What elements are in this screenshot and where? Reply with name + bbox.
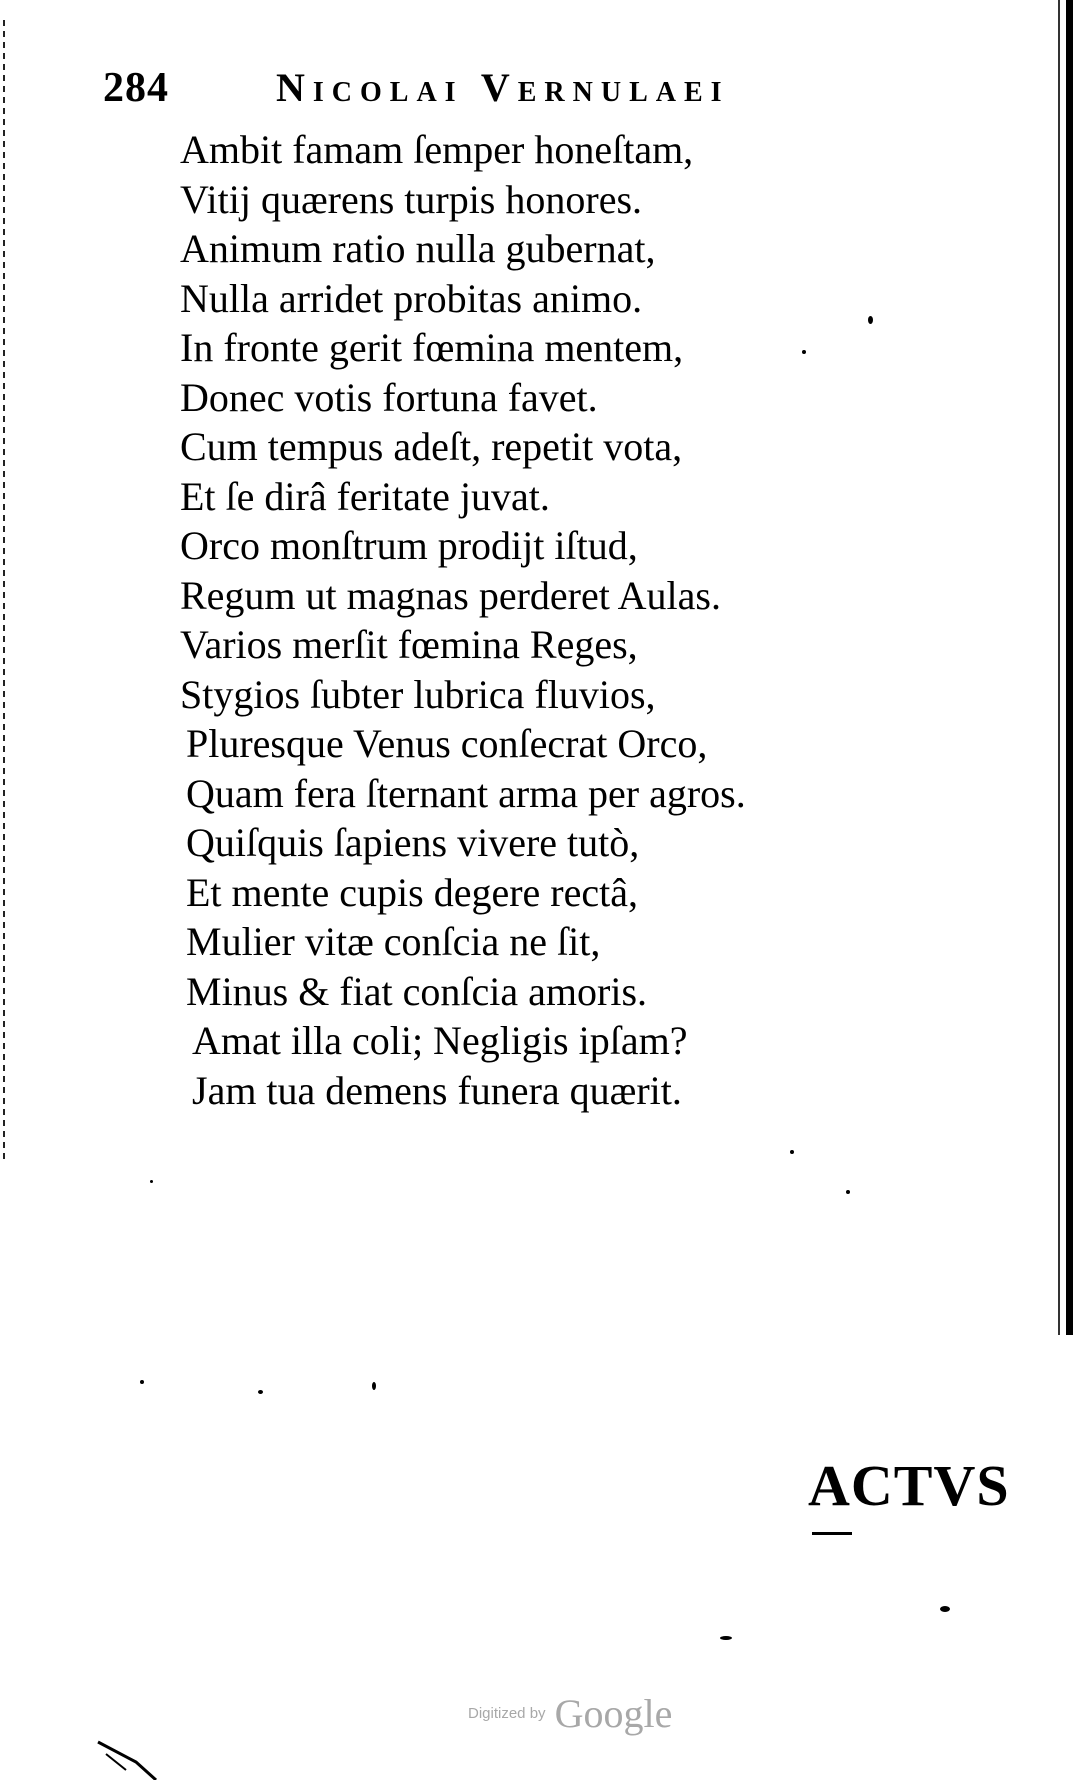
running-title: Nicolai Vernulaei (276, 65, 730, 110)
scan-speck (258, 1390, 263, 1394)
verse-line: Stygios ſubter lubrica fluvios, (180, 671, 656, 717)
verse-line: Donec votis fortuna favet. (180, 374, 598, 420)
verse-line: Orco monſtrum prodijt iſtud, (180, 523, 638, 568)
page-header (103, 64, 883, 114)
verse-line: Ambit famam ſemper honeſtam, (180, 127, 694, 172)
verse-list (180, 125, 860, 1115)
watermark-prefix: Digitized by (468, 1705, 546, 1722)
google-logo-text: Google (554, 1691, 673, 1736)
verse-line: Quiſquis ſapiens vivere tutò, (186, 820, 640, 865)
scan-speck (940, 1606, 950, 1612)
verse-line: Regum ut magnas perderet Aulas. (180, 572, 721, 618)
scan-speck (372, 1382, 376, 1390)
verse-line: Animum ratio nulla gubernat, (180, 226, 656, 271)
verse-line: Varios merſit fœmina Reges, (180, 622, 638, 667)
scan-edge (1066, 0, 1073, 1335)
page-corner-mark (96, 1740, 166, 1780)
verse-line: Et ſe dirâ feritate juvat. (180, 473, 550, 519)
scan-speck (790, 1150, 794, 1154)
scan-left-border (3, 20, 5, 1160)
scan-speck (802, 350, 806, 354)
scan-edge-thin (1058, 0, 1060, 1335)
scan-speck (150, 1180, 153, 1183)
verse-line: Minus & fiat conſcia amoris. (186, 968, 648, 1014)
scan-speck (720, 1636, 732, 1640)
verse-line: Cum tempus adeſt, repetit vota, (180, 424, 683, 469)
scan-speck (140, 1380, 144, 1384)
page-number: 284 (103, 65, 169, 111)
catchword: ACTVS (808, 1453, 1010, 1518)
verse-line: Pluresque Venus conſecrat Orco, (186, 721, 708, 766)
digitized-watermark (468, 1690, 708, 1740)
verse-line: Amat illa coli; Negligis ipſam? (192, 1018, 688, 1063)
verse-line: Quam fera ſternant arma per agros. (186, 770, 746, 816)
verse-line: In fronte gerit fœmina mentem, (180, 325, 684, 370)
verse-line: Nulla arridet probitas animo. (180, 275, 643, 321)
verse-line: Mulier vitæ conſcia ne ſit, (186, 919, 601, 964)
catchword-rule (812, 1532, 852, 1535)
verse-line: Vitij quærens turpis honores. (180, 176, 643, 222)
scan-speck (846, 1190, 850, 1194)
scan-speck (868, 316, 873, 324)
verse-line: Jam tua demens funera quærit. (192, 1067, 682, 1113)
verse-line: Et mente cupis degere rectâ, (186, 869, 638, 915)
